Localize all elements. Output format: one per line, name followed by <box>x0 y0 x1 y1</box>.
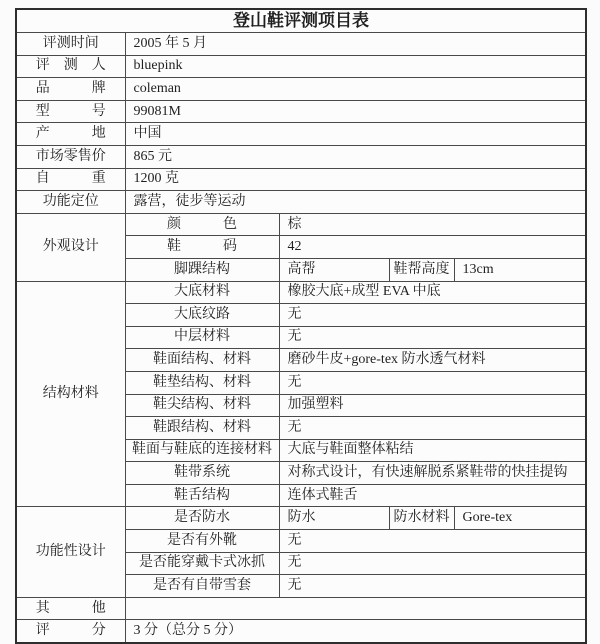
sub-field-value: 高帮 <box>279 258 389 281</box>
sub-field-label: 是否有外靴 <box>125 530 279 553</box>
sub-field-label: 鞋面结构、材料 <box>125 349 279 372</box>
sub-field-label: 是否防水 <box>125 507 279 530</box>
extra-field-value: Gore-tex <box>454 507 586 530</box>
sub-field-label: 鞋舌结构 <box>125 484 279 507</box>
sub-field-label: 中层材料 <box>125 326 279 349</box>
evaluation-table <box>15 8 587 644</box>
sub-field-label: 脚踝结构 <box>125 258 279 281</box>
sub-field-value: 棕 <box>279 213 586 236</box>
field-value: 中国 <box>125 123 586 146</box>
group-label-structure: 结构材料 <box>16 281 125 507</box>
field-label: 功能定位 <box>16 191 125 214</box>
table-row <box>16 213 586 236</box>
sub-field-value: 磨砂牛皮+gore-tex 防水透气材料 <box>279 349 586 372</box>
sub-field-value: 无 <box>279 530 586 553</box>
field-value: 3 分（总分 5 分） <box>125 620 586 643</box>
field-value <box>125 597 586 620</box>
sub-field-label: 鞋面与鞋底的连接材料 <box>125 439 279 462</box>
sub-field-value: 无 <box>279 552 586 575</box>
sub-field-value: 42 <box>279 236 586 259</box>
sub-field-value: 防水 <box>279 507 389 530</box>
table-row <box>16 55 586 78</box>
table-row <box>16 33 586 56</box>
sub-field-label: 大底纹路 <box>125 304 279 327</box>
field-value: 865 元 <box>125 145 586 168</box>
field-value: 99081M <box>125 100 586 123</box>
field-label: 评 分 <box>16 620 125 643</box>
field-label: 产 地 <box>16 123 125 146</box>
field-value: 1200 克 <box>125 168 586 191</box>
group-label-function: 功能性设计 <box>16 507 125 597</box>
sub-field-value: 对称式设计，有快速解脱系紧鞋带的快挂提钩 <box>279 462 586 485</box>
extra-field-label: 鞋帮高度 <box>389 258 454 281</box>
sub-field-value: 无 <box>279 417 586 440</box>
table-title: 登山鞋评测项目表 <box>16 9 586 33</box>
table-row <box>16 507 586 530</box>
field-label: 评测时间 <box>16 33 125 56</box>
sub-field-value: 大底与鞋面整体粘结 <box>279 439 586 462</box>
field-label: 评 测 人 <box>16 55 125 78</box>
sub-field-label: 大底材料 <box>125 281 279 304</box>
sub-field-label: 鞋垫结构、材料 <box>125 371 279 394</box>
table-row <box>16 191 586 214</box>
sub-field-label: 是否能穿戴卡式冰抓 <box>125 552 279 575</box>
field-value: coleman <box>125 78 586 101</box>
table-row <box>16 145 586 168</box>
sub-field-value: 无 <box>279 575 586 598</box>
sub-field-label: 鞋带系统 <box>125 462 279 485</box>
field-label: 型 号 <box>16 100 125 123</box>
field-value: 露营，徒步等运动 <box>125 191 586 214</box>
sub-field-value: 橡胶大底+成型 EVA 中底 <box>279 281 586 304</box>
title-row <box>16 9 586 33</box>
field-label: 自 重 <box>16 168 125 191</box>
group-label-appearance: 外观设计 <box>16 213 125 281</box>
sub-field-label: 鞋尖结构、材料 <box>125 394 279 417</box>
table-row <box>16 281 586 304</box>
field-value: 2005 年 5 月 <box>125 33 586 56</box>
sub-field-value: 无 <box>279 326 586 349</box>
extra-field-label: 防水材料 <box>389 507 454 530</box>
table-row <box>16 78 586 101</box>
sub-field-value: 无 <box>279 371 586 394</box>
field-label: 品 牌 <box>16 78 125 101</box>
sub-field-label: 鞋 码 <box>125 236 279 259</box>
table-row <box>16 597 586 620</box>
extra-field-value: 13cm <box>454 258 586 281</box>
field-label: 其 他 <box>16 597 125 620</box>
table-row <box>16 620 586 643</box>
table-row <box>16 123 586 146</box>
sub-field-label: 颜 色 <box>125 213 279 236</box>
field-label: 市场零售价 <box>16 145 125 168</box>
sub-field-value: 加强塑料 <box>279 394 586 417</box>
sub-field-value: 连体式鞋舌 <box>279 484 586 507</box>
table-row <box>16 100 586 123</box>
sub-field-value: 无 <box>279 304 586 327</box>
sub-field-label: 是否有自带雪套 <box>125 575 279 598</box>
table-row <box>16 168 586 191</box>
sub-field-label: 鞋跟结构、材料 <box>125 417 279 440</box>
field-value: bluepink <box>125 55 586 78</box>
